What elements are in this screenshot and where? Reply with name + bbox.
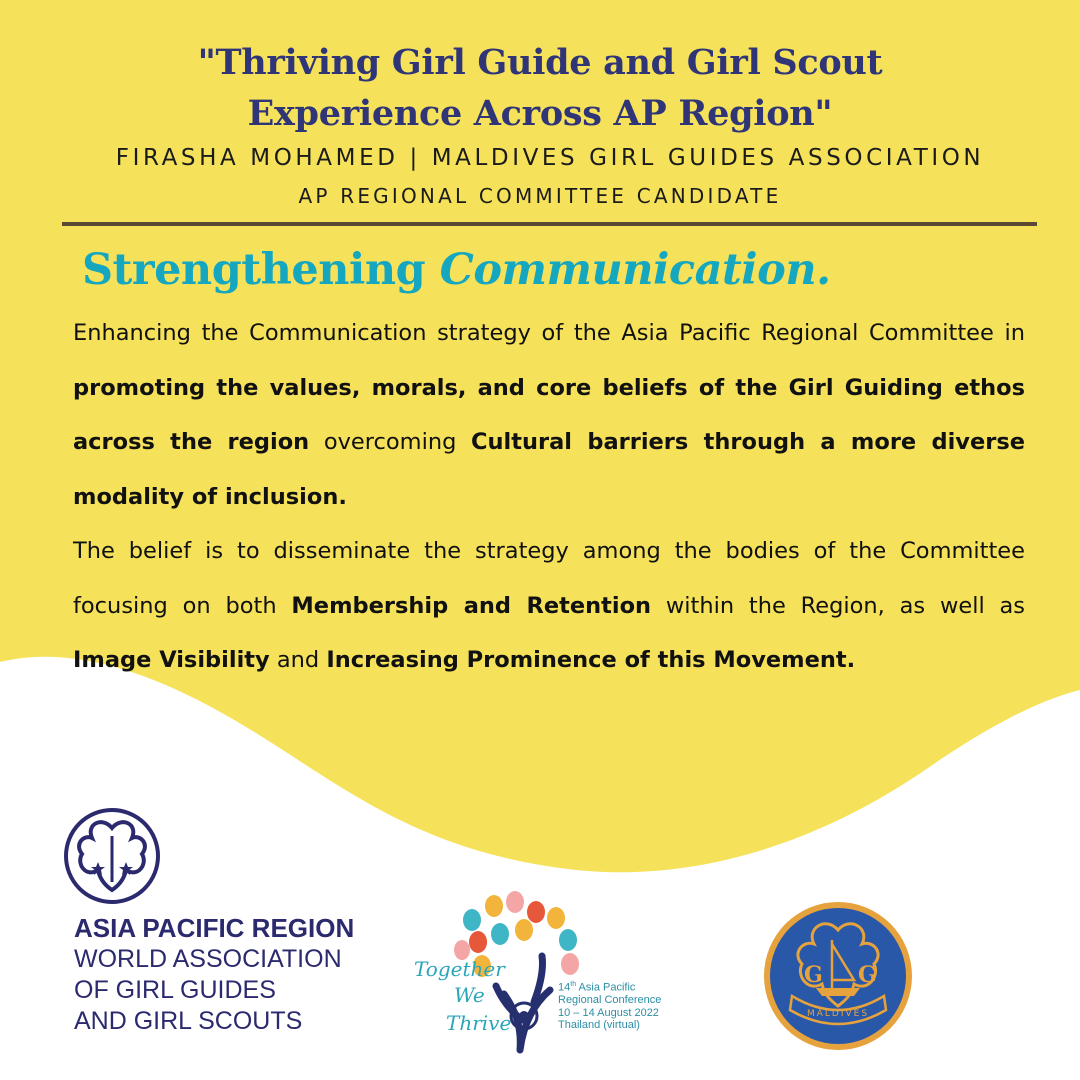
wagggs-trefoil-icon — [62, 806, 162, 906]
title-line-2: Experience Across AP Region" — [247, 93, 833, 134]
conference-line-2: Regional Conference — [558, 994, 662, 1007]
conference-line-1 — [558, 979, 661, 994]
title-line-1: "Thriving Girl Guide and Girl Scout — [197, 42, 883, 83]
p2-bold-3: Increasing Prominence of this Movement. — [326, 647, 856, 673]
wagggs-line-3: OF GIRL GUIDES — [74, 976, 276, 1004]
p2-text-2: within the Region, as well as — [651, 592, 1026, 619]
conference-details — [558, 979, 661, 1032]
p1-bold-2: Cultural barriers through a more diverse modality of inclusion. — [73, 429, 1025, 510]
candidate-name-affiliation: FIRASHA MOHAMED | MALDIVES GIRL GUIDES ASSOCIATION — [115, 145, 985, 171]
slogan-thrive: Thrive — [446, 1011, 512, 1035]
candidate-role: AP REGIONAL COMMITTEE CANDIDATE — [298, 184, 782, 208]
p2-text-3: and — [269, 647, 327, 673]
heading-plain: Strengthening — [82, 245, 440, 295]
section-heading — [82, 240, 831, 300]
body-text — [73, 306, 1025, 688]
conference-line-4: Thailand (virtual) — [558, 1019, 640, 1032]
slogan-together: Together — [414, 957, 505, 981]
wagggs-line-2: WORLD ASSOCIATION — [74, 945, 342, 973]
conference-number: 14 — [558, 981, 571, 994]
paragraph-1 — [73, 306, 1025, 524]
p2-bold-2: Image Visibility — [73, 647, 270, 673]
conference-ordinal: th — [570, 981, 577, 988]
wagggs-line-4: AND GIRL SCOUTS — [74, 1007, 303, 1035]
divider — [62, 222, 1037, 226]
conference-line-3: 10 – 14 August 2022 — [558, 1006, 659, 1019]
wagggs-region: ASIA PACIFIC REGION — [74, 913, 355, 943]
p2-text-1: The belief is to disseminate the strategy among the bodies of the Committee focusing on both — [73, 538, 1025, 619]
wagggs-name — [74, 913, 354, 1037]
p2-bold-1: Membership and Retention — [291, 592, 652, 619]
p1-bold-1: promoting the values, morals, and core beliefs of the Girl Guiding ethos across the region — [73, 374, 1025, 455]
heading-italic: Communication. — [439, 245, 831, 295]
conference-line-1-rest: Asia Pacific — [576, 981, 636, 994]
p1-text-2: overcoming — [309, 429, 472, 455]
slogan-we: We — [454, 983, 485, 1007]
badge-ribbon-text: MALDIVES — [806, 1009, 870, 1019]
maldives-girl-guides-badge-icon — [762, 900, 914, 1052]
badge-letter-right: G — [858, 962, 877, 988]
badge-letter-left: G — [804, 962, 823, 988]
paragraph-2 — [73, 524, 1025, 688]
p1-text-1: Enhancing the Communication strategy of the Asia Pacific Regional Committee in — [73, 320, 1025, 346]
